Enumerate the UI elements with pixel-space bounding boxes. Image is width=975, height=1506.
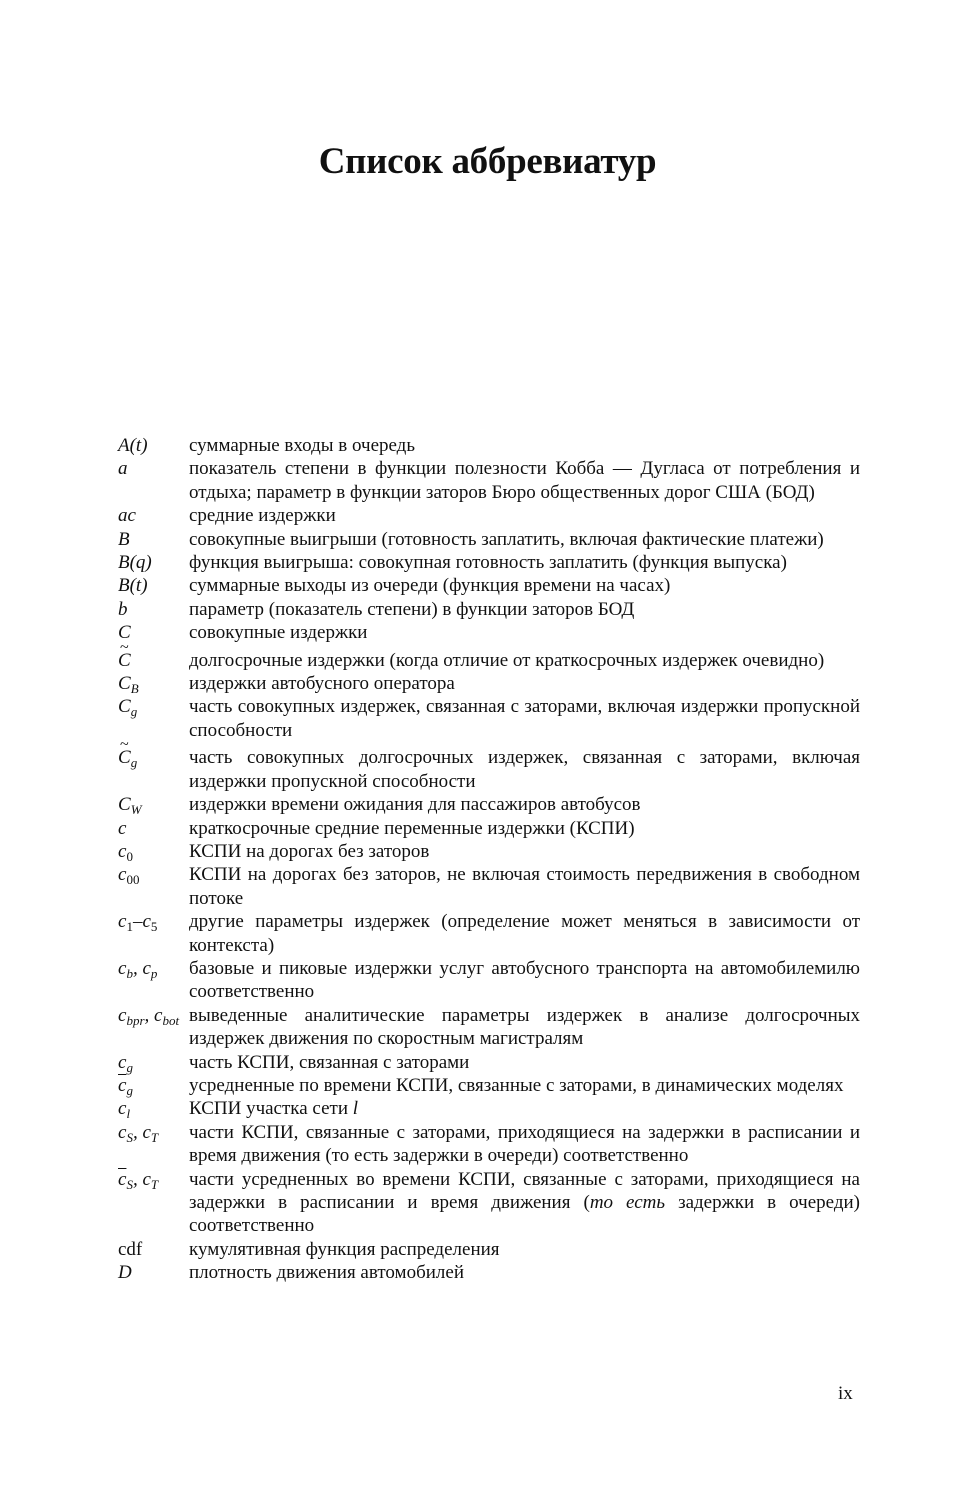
abbr-term — [118, 649, 189, 672]
list-item — [118, 528, 860, 551]
abbr-definition: части усредненных во времени КСПИ, связанные с заторами, приходящиеся на задержки в расписании и время движения (то есть задержки в очереди) соответственно — [189, 1168, 860, 1237]
abbr-definition: показатель степени в функции полезности Кобба — Дугласа от потребления и отдыха; параметр в функции заторов Бюро общественных дорог США (БОД) — [189, 458, 860, 503]
abbr-term: ac — [118, 505, 136, 527]
list-item — [118, 1097, 860, 1120]
page-title: Список аббревиатур — [318, 141, 657, 182]
abbr-term: $C_W$ — [118, 794, 142, 818]
list-item — [118, 504, 860, 527]
list-item — [118, 817, 860, 840]
abbr-definition: параметр (показатель степени) в функции заторов БОД — [189, 598, 635, 620]
abbr-definition: долгосрочные издержки (когда отличие от краткосрочных издержек очевидно) — [189, 649, 825, 671]
list-item — [118, 672, 860, 695]
abbr-definition: совокупные выигрыши (готовность заплатить, включая фактические платежи) — [189, 528, 824, 550]
list-item — [118, 1261, 860, 1284]
abbr-term: D — [118, 1262, 132, 1284]
abbr-term: $c_l$ — [118, 1098, 131, 1122]
list-item — [118, 957, 860, 1004]
abbr-term: $C_g$ — [118, 696, 138, 720]
abbr-definition: другие параметры издержек (определение может меняться в зависимости от контекста) — [189, 911, 860, 956]
list-item — [118, 742, 860, 793]
abbr-definition: плотность движения автомобилей — [189, 1262, 464, 1284]
abbr-term: cdf — [118, 1238, 143, 1260]
list-item — [118, 551, 860, 574]
list-item — [118, 1074, 860, 1097]
abbr-term: c — [118, 817, 127, 839]
abbr-definition: часть КСПИ, связанная с заторами — [189, 1051, 470, 1073]
list-item — [118, 574, 860, 597]
list-item — [118, 457, 860, 504]
abbr-definition: кумулятивная функция распределения — [189, 1238, 500, 1260]
abbr-definition: части КСПИ, связанные с заторами, приходящиеся на задержки в расписании и время движения (то есть задержки в очереди) соответственно — [189, 1121, 860, 1167]
list-item — [118, 1121, 860, 1168]
list-item — [118, 695, 860, 742]
list-item — [118, 1168, 860, 1238]
abbr-term: $c_0$ — [118, 840, 133, 864]
list-item — [118, 434, 860, 457]
abbr-definition: функция выигрыша: совокупная готовность заплатить (функция выпуска) — [189, 552, 787, 574]
abbr-term: $c_{00}$ — [118, 864, 140, 888]
list-item — [118, 863, 860, 910]
abbr-term: a — [118, 458, 128, 480]
list-item — [118, 840, 860, 863]
page-number: ix — [838, 1383, 853, 1404]
abbr-definition: совокупные издержки — [189, 622, 368, 644]
list-item — [118, 621, 860, 644]
abbr-definition: базовые и пиковые издержки услуг автобусного транспорта на автомобилемилю соответственно — [189, 957, 860, 1003]
list-item — [118, 1004, 860, 1051]
abbr-definition: КСПИ на дорогах без заторов — [189, 840, 430, 862]
list-item — [118, 598, 860, 621]
abbr-term: B(t) — [118, 575, 148, 597]
list-item — [118, 645, 860, 672]
abbr-term: A(t) — [118, 435, 148, 456]
abbr-term: $c_b$, $c_p$ — [118, 957, 158, 981]
abbr-definition: издержки времени ожидания для пассажиров автобусов — [189, 794, 641, 816]
abbr-term: B(q) — [118, 552, 152, 574]
abbr-term: $\overline{c}_S$, $c_T$ — [118, 1168, 159, 1192]
list-item — [118, 793, 860, 816]
abbr-definition: КСПИ на дорогах без заторов, не включая стоимость передвижения в свободном потоке — [189, 864, 860, 909]
list-item — [118, 1051, 860, 1074]
abbr-definition: средние издержки — [189, 505, 336, 527]
list-item — [118, 910, 860, 957]
abbr-term: $c_g$ — [118, 1051, 133, 1075]
abbr-term: $\overline{c}_g$ — [118, 1074, 133, 1098]
list-item — [118, 1238, 860, 1261]
abbr-definition: суммарные входы в очередь — [189, 435, 416, 456]
abbr-definition: издержки автобусного оператора — [189, 673, 455, 695]
abbr-definition: суммарные выходы из очереди (функция времени на часах) — [189, 575, 671, 597]
abbr-definition: часть совокупных издержек, связанная с заторами, включая издержки пропускной способности — [189, 696, 860, 741]
abbr-definition: выведенные аналитические параметры издержек в анализе долгосрочных издержек движения по скоростным магистралям — [189, 1004, 860, 1050]
abbr-term: $c_S$, $c_T$ — [118, 1121, 159, 1145]
abbr-term: $c_1-c_5$ — [118, 911, 158, 935]
abbr-term: B — [118, 528, 130, 550]
tilde-symbol: ~ C — [118, 649, 131, 672]
abbr-definition: усредненные по времени КСПИ, связанные с заторами, в динамических моделях — [189, 1074, 844, 1096]
abbr-term: C — [118, 622, 131, 644]
abbr-definition: краткосрочные средние переменные издержки (КСПИ) — [189, 817, 635, 839]
abbr-definition: часть совокупных долгосрочных издержек, связанная с заторами, включая издержки пропускной способности — [189, 747, 860, 792]
abbr-term: ~ $C_g$ — [118, 746, 189, 769]
abbr-term: b — [118, 598, 128, 620]
abbr-term: $c_{bpr}$, $c_{bot}$ — [118, 1004, 180, 1028]
abbr-definition: КСПИ участка сети l — [189, 1098, 359, 1120]
abbreviation-list — [118, 434, 860, 1285]
abbr-term: $C_B$ — [118, 673, 139, 697]
